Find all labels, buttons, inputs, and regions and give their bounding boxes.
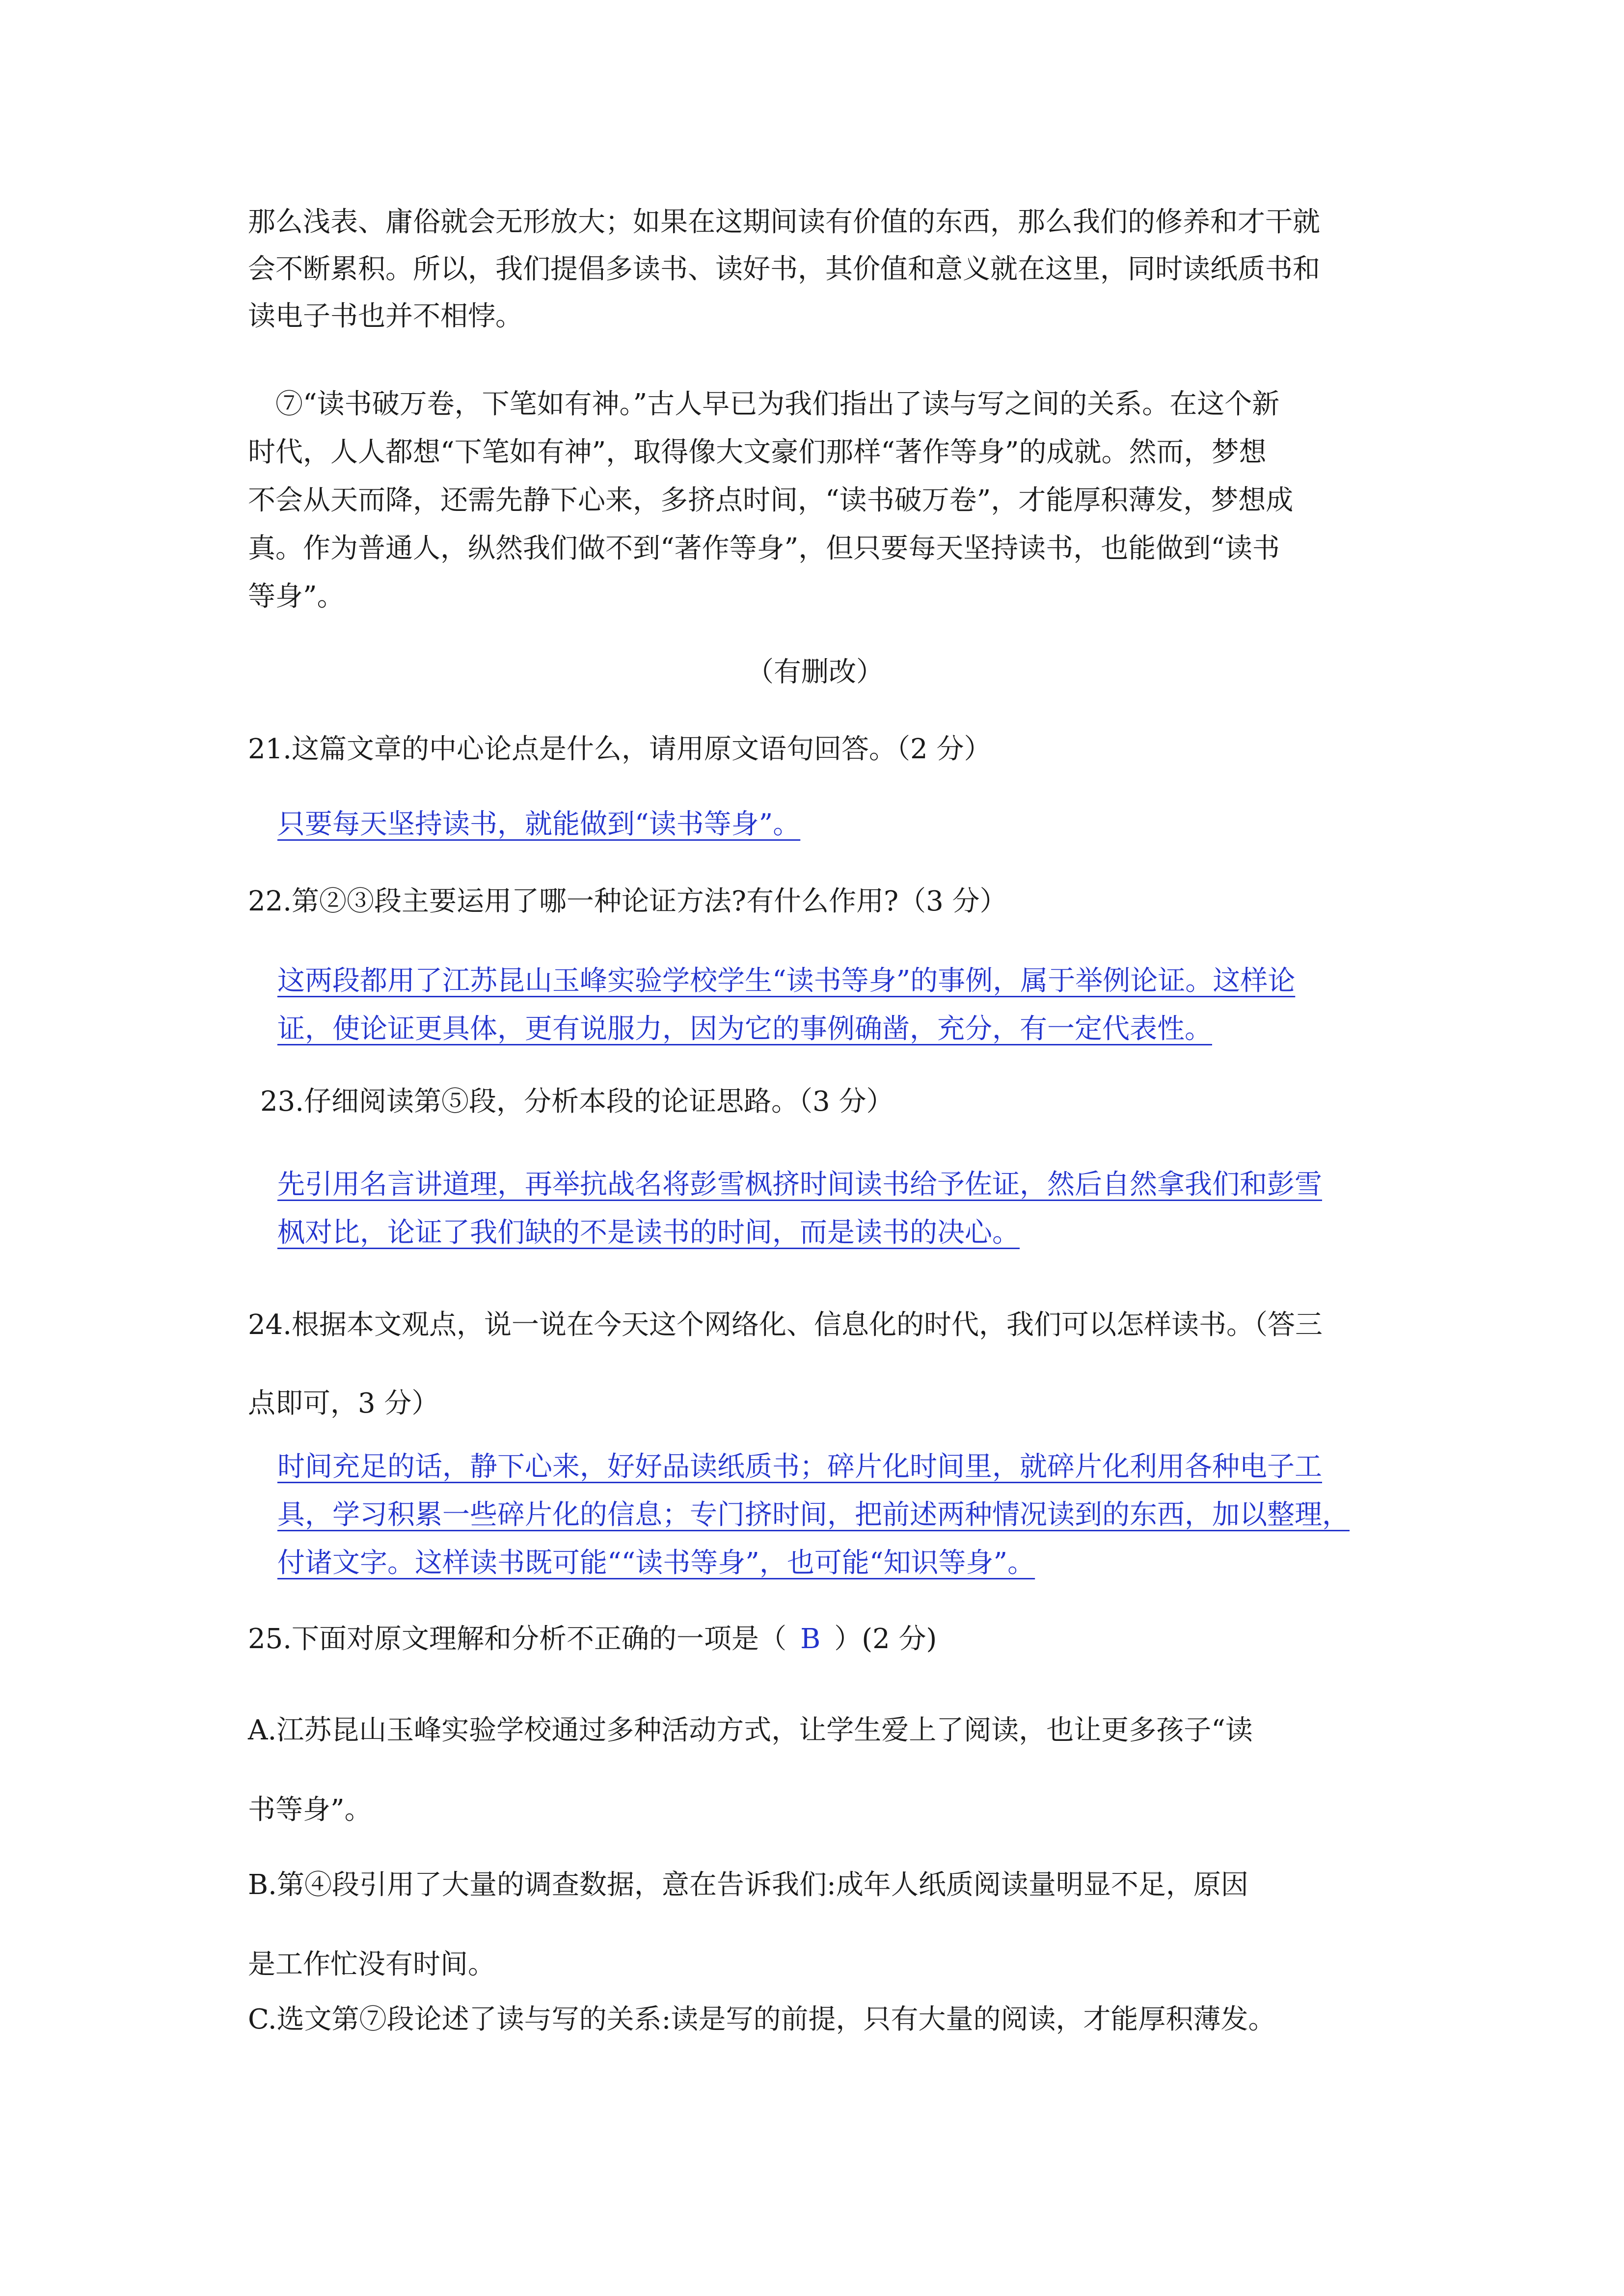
answer-25: B: [800, 1623, 821, 1655]
question-line: 点即可，3 分）: [248, 1388, 439, 1419]
question-25-prefix: 25.下面对原文理解和分析不正确的一项是（: [248, 1623, 787, 1655]
answer-line: 时间充足的话，静下心来，好好品读纸质书；碎片化时间里，就碎片化利用各种电子工: [277, 1451, 1322, 1483]
text-line: 真。作为普通人，纵然我们做不到“著作等身”，但只要每天坚持读书，也能做到“读书: [248, 533, 1280, 564]
question-21: 21.这篇文章的中心论点是什么，请用原文语句回答。（2 分）: [248, 733, 992, 765]
paragraph-7: [248, 380, 1377, 621]
answer-line: 证，使论证更具体，更有说服力，因为它的事例确凿，充分，有一定代表性。: [277, 1013, 1212, 1045]
source-note: （有删改）: [746, 656, 884, 688]
option-line: B.第④段引用了大量的调查数据，意在告诉我们:成年人纸质阅读量明显不足，原因: [248, 1869, 1248, 1901]
question-25-suffix: ）(2 分): [834, 1623, 937, 1655]
option-line: 是工作忙没有时间。: [248, 1949, 495, 1980]
answer-21: [277, 805, 1407, 844]
option-b: [248, 1845, 1377, 2004]
text-line: 时代，人人都想“下笔如有神”，取得像大文豪们那样“著作等身”的成就。然而，梦想: [248, 436, 1267, 468]
answer-23: [277, 1161, 1407, 1257]
question-line: 24.根据本文观点，说一说在今天这个网络化、信息化的时代，我们可以怎样读书。（答三: [248, 1309, 1323, 1341]
option-c: C.选文第⑦段论述了读与写的关系:读是写的前提，只有大量的阅读，才能厚积薄发。: [248, 2003, 1276, 2035]
answer-24: [277, 1443, 1407, 1587]
question-24: [248, 1286, 1377, 1443]
answer-line: 付诸文字。这样读书既可能““读书等身”，也可能“知识等身”。: [277, 1547, 1035, 1579]
text-line: 等身”。: [248, 581, 345, 613]
answer-22: [277, 957, 1407, 1053]
text-line: 读电子书也并不相悖。: [248, 300, 523, 332]
text-line: 会不断累积。所以，我们提倡多读书、读好书，其价值和意义就在这里，同时读纸质书和: [248, 253, 1320, 285]
text-line: ⑦“读书破万卷，下笔如有神。”古人早已为我们指出了读与写之间的关系。在这个新: [248, 388, 1280, 420]
answer-line: 具，学习积累一些碎片化的信息；专门挤时间，把前述两种情况读到的东西，加以整理，: [277, 1499, 1350, 1531]
paragraph-continued: [248, 199, 1377, 340]
answer-line: 只要每天坚持读书，就能做到“读书等身”。: [277, 808, 801, 840]
option-line: 书等身”。: [248, 1794, 372, 1826]
answer-line: 先引用名言讲道理，再举抗战名将彭雪枫挤时间读书给予佐证，然后自然拿我们和彭雪: [277, 1169, 1322, 1201]
option-a: [248, 1691, 1377, 1850]
answer-line: 枫对比，论证了我们缺的不是读书的时间，而是读书的决心。: [277, 1217, 1020, 1249]
option-line: A.江苏昆山玉峰实验学校通过多种活动方式，让学生爱上了阅读，也让更多孩子“读: [248, 1714, 1253, 1746]
answer-line: 这两段都用了江苏昆山玉峰实验学校学生“读书等身”的事例，属于举例论证。这样论: [277, 965, 1296, 997]
text-line: 不会从天而降，还需先静下心来，多挤点时间，“读书破万卷”，才能厚积薄发，梦想成: [248, 484, 1294, 516]
question-23: 23.仔细阅读第⑤段，分析本段的论证思路。（3 分）: [260, 1086, 894, 1118]
text-line: 那么浅表、庸俗就会无形放大；如果在这期间读有价值的东西，那么我们的修养和才干就: [248, 206, 1320, 238]
question-25: [248, 1620, 1377, 1659]
question-22: 22.第②③段主要运用了哪一种论证方法?有什么作用?（3 分）: [248, 885, 1007, 917]
